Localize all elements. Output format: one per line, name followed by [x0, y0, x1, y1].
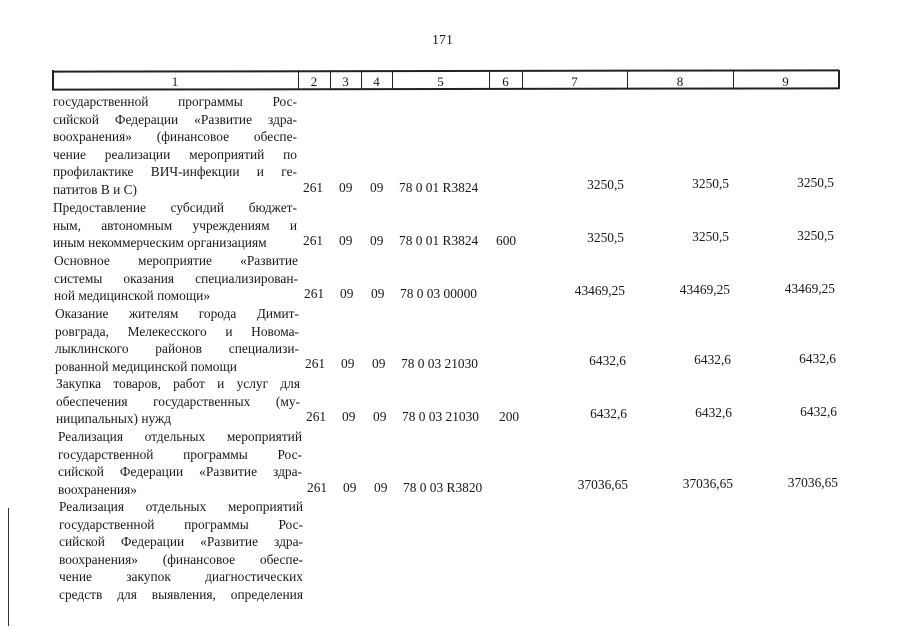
description-line: чение реализации мероприятий по: [53, 146, 297, 162]
row-1-c5: 78 0 01 R3824: [399, 180, 479, 195]
description-line: ровграда, Мелекесского и Новома-: [55, 323, 299, 339]
row-2-c6: 600: [496, 233, 517, 248]
header-col-6: 6: [502, 74, 509, 89]
header-col-8: 8: [676, 74, 684, 89]
header-divider: [838, 70, 840, 89]
row-3-c9: 43469,25: [784, 281, 835, 296]
row-6-c8: 37036,65: [682, 476, 733, 491]
page-number: 171: [432, 33, 453, 48]
row-4-c5: 78 0 03 21030: [401, 356, 478, 371]
row-2-c8: 3250,5: [692, 229, 729, 244]
row-2-c2: 261: [303, 233, 324, 248]
row-1-description: [53, 93, 297, 198]
row-5-c3: 09: [342, 409, 356, 424]
description-line: сийской Федерации «Развитие здра-: [53, 111, 297, 127]
description-line: воохранения» (финансовое обеспе-: [53, 129, 297, 144]
header-col-2: 2: [310, 74, 318, 89]
row-2-c3: 09: [339, 233, 353, 248]
description-line: Реализация отдельных мероприятий: [59, 499, 303, 514]
row-1-c9: 3250,5: [797, 175, 834, 190]
header-col-1: 1: [171, 74, 179, 89]
row-5-c5: 78 0 03 21030: [402, 409, 479, 424]
row-5-c6: 200: [499, 409, 520, 424]
description-line: государственной программы Рос-: [58, 446, 302, 462]
description-line: ной медицинской помощи»: [54, 288, 211, 303]
row-4-c9: 6432,6: [799, 351, 836, 366]
row-5-c7: 6432,6: [590, 406, 627, 421]
row-3-c3: 09: [340, 286, 354, 301]
row-2-c7: 3250,5: [587, 230, 624, 245]
row-2-c9: 3250,5: [797, 228, 834, 243]
row-6-c3: 09: [343, 480, 357, 495]
description-line: системы оказания специализирован-: [54, 270, 298, 286]
row-6-c7: 37036,65: [577, 477, 628, 492]
row-1-c7: 3250,5: [587, 177, 624, 192]
row-6-c2: 261: [307, 480, 328, 495]
row-6-description: [58, 428, 302, 498]
description-line: патитов В и С): [53, 181, 138, 197]
row-6-c4: 09: [374, 480, 388, 495]
row-5-c4: 09: [373, 409, 387, 424]
description-line: Реализация отдельных мероприятий: [58, 429, 302, 444]
scan-margin-line: [8, 508, 9, 626]
row-4-description: [55, 305, 299, 375]
header-col-7: 7: [571, 74, 578, 89]
row-4-c4: 09: [372, 356, 386, 371]
description-line: государственной программы Рос-: [59, 516, 303, 532]
row-2-c5: 78 0 01 R3824: [399, 233, 479, 248]
row-3-description: [54, 252, 298, 305]
description-line: средств для выявления, определения: [59, 586, 303, 602]
description-line: Предоставление субсидий бюджет-: [53, 200, 297, 215]
description-line: государственной программы Рос-: [53, 94, 297, 109]
row-4-c8: 6432,6: [694, 352, 731, 367]
row-5-c2: 261: [306, 409, 327, 424]
row-4-c7: 6432,6: [589, 353, 626, 368]
row-2-c4: 09: [370, 233, 384, 248]
row-6-c5: 78 0 03 R3820: [403, 480, 483, 495]
description-line: воохранения»: [58, 481, 137, 497]
description-line: сийской Федерации «Развитие здра-: [58, 464, 302, 479]
row-1-c4: 09: [370, 180, 384, 195]
row-3-c7: 43469,25: [574, 283, 625, 298]
description-line: лыклинского районов специализи-: [55, 341, 299, 356]
row-7-description: [59, 498, 303, 603]
header-col-5: 5: [437, 74, 444, 89]
description-line: иным некоммерческим организациям: [53, 235, 267, 250]
description-line: ниципальных) нужд: [56, 411, 172, 426]
description-line: воохранения» (финансовое обеспе-: [59, 551, 303, 567]
row-3-c4: 09: [371, 286, 385, 301]
row-6-c9: 37036,65: [787, 475, 838, 490]
description-line: сийской Федерации «Развитие здра-: [59, 534, 303, 549]
row-5-description: [56, 375, 300, 428]
row-5-c9: 6432,6: [800, 404, 837, 419]
header-top-border: [52, 69, 839, 72]
row-4-c2: 261: [305, 356, 326, 371]
row-3-c2: 261: [304, 286, 325, 301]
row-1-c3: 09: [339, 180, 353, 195]
row-1-c8: 3250,5: [692, 176, 729, 191]
header-col-3: 3: [342, 74, 349, 89]
description-line: Основное мероприятие «Развитие: [54, 253, 298, 268]
description-line: Оказание жителям города Димит-: [55, 306, 299, 321]
description-line: обеспечения государственных (му-: [56, 393, 300, 409]
row-2-description: [53, 199, 297, 252]
header-col-4: 4: [373, 74, 380, 89]
description-line: ным, автономным учреждениям и: [53, 217, 297, 233]
description-line: профилактике ВИЧ-инфекции и ге-: [53, 164, 297, 179]
row-5-c8: 6432,6: [695, 405, 732, 420]
header-col-9: 9: [782, 74, 789, 89]
row-3-c5: 78 0 03 00000: [400, 286, 477, 301]
description-line: рованной медицинской помощи: [55, 358, 237, 374]
description-line: Закупка товаров, работ и услуг для: [56, 376, 300, 391]
row-1-c2: 261: [303, 180, 324, 195]
description-line: чение закупок диагностических: [59, 569, 303, 584]
row-4-c3: 09: [341, 356, 355, 371]
row-3-c8: 43469,25: [679, 282, 730, 297]
